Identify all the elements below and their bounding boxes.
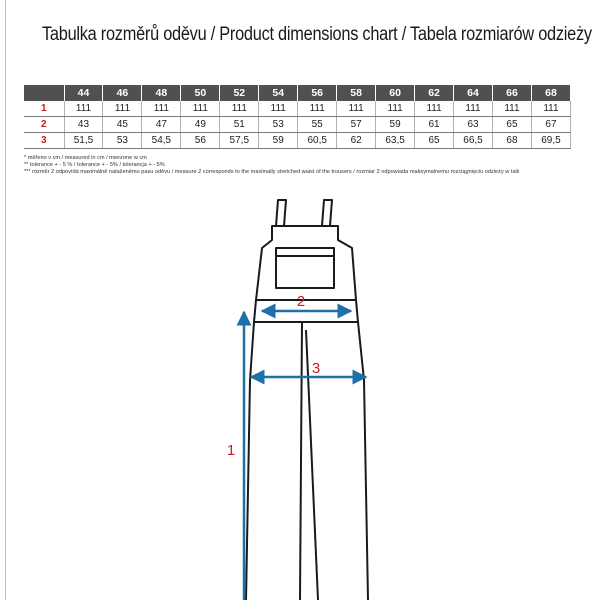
- table-cell: 47: [142, 117, 181, 133]
- table-cell: 61: [415, 117, 454, 133]
- measure-1-label: 1: [226, 442, 236, 459]
- table-cell: 65: [492, 117, 531, 133]
- table-cell: 57: [337, 117, 376, 133]
- table-cell: 111: [64, 101, 103, 117]
- table-cell: 111: [415, 101, 454, 117]
- table-cell: 69,5: [531, 133, 570, 149]
- table-cell: 65: [415, 133, 454, 149]
- header-cell: 46: [103, 85, 142, 101]
- header-cell: 66: [492, 85, 531, 101]
- table-cell: 111: [181, 101, 220, 117]
- table-cell: 66,5: [454, 133, 493, 149]
- header-cell: 58: [337, 85, 376, 101]
- table-cell: 111: [492, 101, 531, 117]
- header-cell: 52: [220, 85, 259, 101]
- table-cell: 63: [454, 117, 493, 133]
- table-cell: 49: [181, 117, 220, 133]
- left-strap: [276, 200, 286, 226]
- page-title: Tabulka rozměrů oděvu / Product dimensions chart / Tabela rozmiarów odzieży: [42, 24, 592, 45]
- footnote-tolerance: ** tolerance + - 5 % / tolerance + - 5% / tolerancja + - 5%: [24, 162, 165, 168]
- table-cell: 111: [259, 101, 298, 117]
- header-cell: 64: [454, 85, 493, 101]
- table-cell: 51,5: [64, 133, 103, 149]
- right-leg-outer: [358, 322, 368, 600]
- table-cell: 111: [298, 101, 337, 117]
- measure-3-label: 3: [311, 360, 321, 377]
- footnote-units: * měřeno v cm / measured in cm / mierzone w cm: [24, 155, 147, 161]
- table-cell: 67: [531, 117, 570, 133]
- row-label: 2: [24, 117, 64, 133]
- table-cell: 45: [103, 117, 142, 133]
- header-cell: 44: [64, 85, 103, 101]
- header-cell: 68: [531, 85, 570, 101]
- measure-2-label: 2: [296, 293, 306, 310]
- header-cell: 50: [181, 85, 220, 101]
- table-cell: 59: [376, 117, 415, 133]
- table-cell: 51: [220, 117, 259, 133]
- table-cell: 43: [64, 117, 103, 133]
- overalls-outline: [246, 200, 368, 600]
- header-cell: 62: [415, 85, 454, 101]
- table-cell: 55: [298, 117, 337, 133]
- header-cell: 48: [142, 85, 181, 101]
- left-leg-outer: [246, 322, 254, 600]
- table-cell: 68: [492, 133, 531, 149]
- table-cell: 59: [259, 133, 298, 149]
- header-cell: 56: [298, 85, 337, 101]
- table-cell: 111: [103, 101, 142, 117]
- row-label: 3: [24, 133, 64, 149]
- table-cell: 54,5: [142, 133, 181, 149]
- table-cell: 111: [337, 101, 376, 117]
- table-cell: 57,5: [220, 133, 259, 149]
- center-fly-line: [300, 322, 302, 600]
- table-cell: 56: [181, 133, 220, 149]
- table-cell: 62: [337, 133, 376, 149]
- table-cell: 111: [531, 101, 570, 117]
- footnote-measure-2: *** rozměr 2 odpovídá maximálně nataženému pasu oděvu / measure 2 corresponds to the maximally stretched waist of the trousers / rozmiar 2 odpowiada maksymalnemu rozciągnięciu odzieży w talii: [24, 169, 520, 175]
- header-cell: 60: [376, 85, 415, 101]
- right-strap: [322, 200, 332, 226]
- table-cell: 63,5: [376, 133, 415, 149]
- table-cell: 60,5: [298, 133, 337, 149]
- table-cell: 53: [259, 117, 298, 133]
- table-cell: 53: [103, 133, 142, 149]
- table-cell: 111: [220, 101, 259, 117]
- chest-pocket: [276, 248, 334, 288]
- table-cell: 111: [454, 101, 493, 117]
- header-cell: 54: [259, 85, 298, 101]
- row-label: 1: [24, 101, 64, 117]
- table-cell: 111: [142, 101, 181, 117]
- table-cell: 111: [376, 101, 415, 117]
